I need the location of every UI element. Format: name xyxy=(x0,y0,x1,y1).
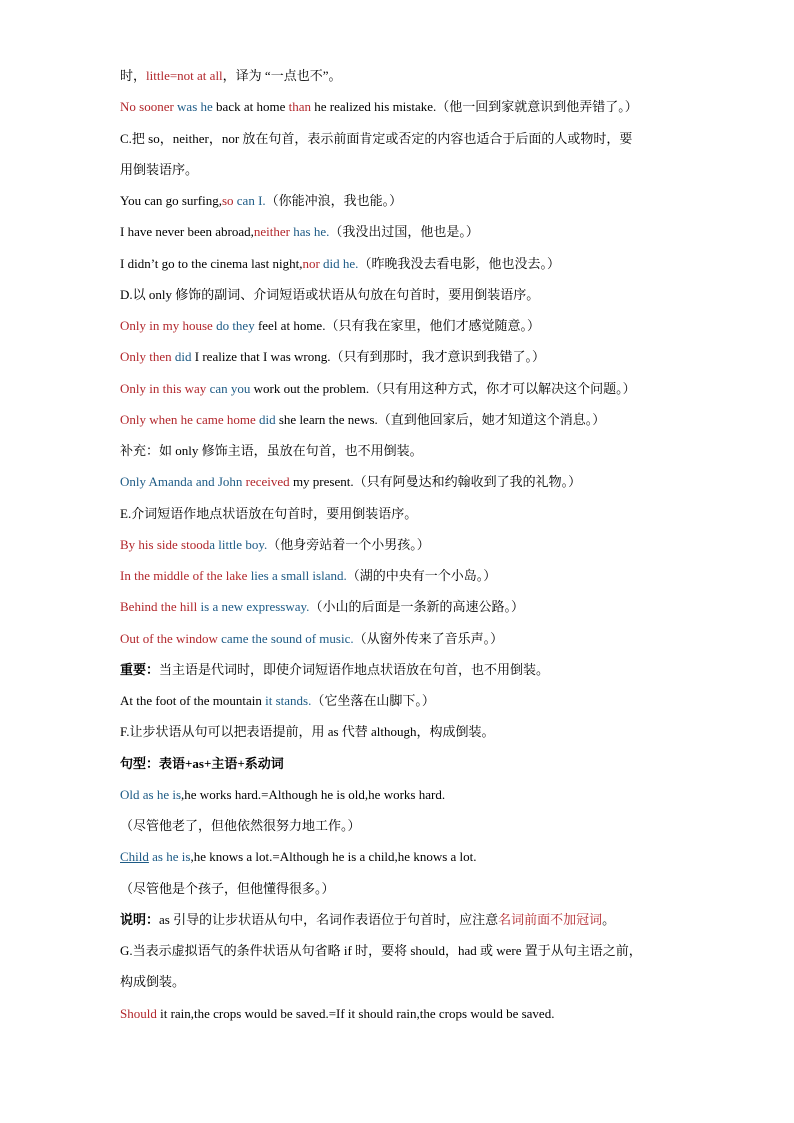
highlight-blue-text: lies a small island. xyxy=(250,568,347,583)
text-line xyxy=(120,341,720,372)
text-line xyxy=(120,748,720,779)
text-line xyxy=(120,373,720,404)
text-segment: （昨晚我没去看电影，他也没去。） xyxy=(358,255,560,271)
text-segment: my present.（只有阿曼达和约翰收到了我的礼物。） xyxy=(289,474,582,490)
highlight-blue-text: did xyxy=(174,349,192,365)
text-line xyxy=(120,404,720,435)
text-line xyxy=(120,966,720,997)
text-line xyxy=(120,185,720,216)
text-line xyxy=(120,841,720,872)
highlight-blue-text: came the sound of music. xyxy=(221,630,354,646)
text-segment: （它坐落在山脚下。） xyxy=(311,693,435,708)
bold-label: 句型：表语+as+主语+系动词 xyxy=(120,755,284,771)
text-segment: 当主语是代词时，即使介词短语作地点状语放在句首，也不用倒装。 xyxy=(159,661,550,677)
text-segment: ,he works hard.=Although he is old,he works hard. xyxy=(181,786,446,802)
highlight-red-text: than xyxy=(288,99,311,115)
highlight-red-text: 名词前面不加冠词 xyxy=(498,911,603,927)
text-line xyxy=(120,654,720,685)
text-segment: You can go surfing, xyxy=(120,193,222,208)
text-segment: （他身旁站着一个小男孩。） xyxy=(267,536,430,552)
highlight-red-text: Only when he came home xyxy=(120,411,259,427)
text-line xyxy=(120,935,720,966)
text-segment: （我没出过国，他也是。） xyxy=(329,224,479,240)
text-segment: it rain,the crops would be saved.=If it should rain,the crops would be saved. xyxy=(156,1005,555,1021)
text-segment: 用倒装语序。 xyxy=(120,161,199,177)
document-body xyxy=(120,60,720,1029)
text-segment: （从窗外传来了音乐声。） xyxy=(353,630,504,646)
highlight-blue-text: can I. xyxy=(233,193,266,208)
highlight-red-text: Only then xyxy=(120,349,175,365)
highlight-red-text: No sooner xyxy=(120,99,178,115)
text-line xyxy=(120,279,720,310)
text-segment: 补充：如 only 修饰主语，虽放在句首，也不用倒装。 xyxy=(120,443,423,458)
text-segment: 构成倒装。 xyxy=(120,974,186,990)
text-segment: D.以 only 修饰的副词、介词短语或状语从句放在句首时，要用倒装语序。 xyxy=(120,286,540,302)
text-line xyxy=(120,154,720,185)
text-segment: F.让步状语从句可以把表语提前，用 as 代替 although，构成倒装。 xyxy=(120,724,495,740)
text-segment: work out the problem.（只有用这种方式，你才可以解决这个问题。） xyxy=(250,380,636,396)
highlight-red-text: In the middle of the lake xyxy=(120,568,251,583)
text-segment: I realize that I was wrong.（只有到那时，我才意识到我错了。） xyxy=(191,349,545,365)
text-line xyxy=(120,998,720,1029)
text-segment: ,he knows a lot.=Although he is a child,he knows a lot. xyxy=(190,849,477,865)
text-line xyxy=(120,248,720,279)
highlight-blue-text: Child xyxy=(120,849,149,865)
highlight-blue-text: has he. xyxy=(290,224,330,240)
text-line xyxy=(120,498,720,529)
text-segment: At the foot of the mountain xyxy=(120,693,266,708)
highlight-red-text: received xyxy=(242,474,290,490)
text-segment: （你能冲浪，我也能。） xyxy=(265,193,403,208)
highlight-blue-text: did xyxy=(258,411,276,427)
text-segment: E.介词短语作地点状语放在句首时，要用倒装语序。 xyxy=(120,505,418,521)
highlight-red-text: Only in my house xyxy=(120,318,217,333)
text-segment: G.当表示虚拟语气的条件状语从句省略 if 时，要将 should，had 或 were 置于从句主语之前， xyxy=(120,943,642,958)
text-line xyxy=(120,591,720,622)
text-segment: （小山的后面是一条新的高速公路。） xyxy=(309,599,524,615)
text-segment: （尽管他老了，但他依然很努力地工作。） xyxy=(120,818,361,833)
bold-label: 说明： xyxy=(120,911,160,927)
highlight-blue-text: can you xyxy=(209,380,251,396)
highlight-red-text: stood xyxy=(181,536,210,552)
highlight-red-text: By his side xyxy=(120,536,182,552)
text-segment: she learn the news.（直到他回家后，她才知道这个消息。） xyxy=(275,411,606,427)
text-line xyxy=(120,716,720,747)
text-line xyxy=(120,873,720,904)
highlight-red-text: Behind the hill xyxy=(120,599,201,615)
text-segment: 。 xyxy=(602,911,616,927)
text-segment: ，译为 “一点也不”。 xyxy=(222,68,342,83)
text-segment: I have never been abroad, xyxy=(120,224,254,240)
text-line xyxy=(120,904,720,935)
highlight-red-text: Only in this way xyxy=(120,380,210,396)
highlight-red-text: nor xyxy=(302,255,320,271)
text-segment: as 引导的让步状语从句中，名词作表语位于句首时，应注意 xyxy=(159,911,499,927)
text-line xyxy=(120,310,720,341)
highlight-blue-text: Only Amanda and John xyxy=(120,474,243,490)
text-line xyxy=(120,623,720,654)
highlight-red-text: so xyxy=(221,193,234,208)
text-segment: back at home xyxy=(212,99,289,115)
highlight-red-text: Should xyxy=(120,1005,157,1021)
text-segment: C.把 so，neither，nor 放在句首，表示前面肯定或否定的内容也适合于后面的人或物时，要 xyxy=(120,130,633,146)
text-line xyxy=(120,91,720,122)
text-line xyxy=(120,216,720,247)
text-line xyxy=(120,466,720,497)
highlight-blue-text: did he. xyxy=(319,255,359,271)
highlight-blue-text: is a new expressway. xyxy=(200,599,310,615)
text-line xyxy=(120,810,720,841)
highlight-blue-text: as he is xyxy=(148,849,191,865)
highlight-red-text: neither xyxy=(253,224,290,240)
text-segment: he realized his mistake.（他一回到家就意识到他弄错了。） xyxy=(311,99,638,115)
text-segment: 时， xyxy=(120,68,147,83)
text-segment: I didn’t go to the cinema last night, xyxy=(120,255,303,271)
text-line xyxy=(120,123,720,154)
text-line xyxy=(120,435,720,466)
text-line xyxy=(120,779,720,810)
bold-label: 重要： xyxy=(120,661,160,677)
highlight-blue-text: Old as he is xyxy=(120,786,182,802)
highlight-blue-text: was he xyxy=(177,99,213,115)
text-segment: feel at home.（只有我在家里，他们才感觉随意。） xyxy=(254,318,540,333)
highlight-blue-text: a little boy. xyxy=(209,536,268,552)
highlight-blue-text: do they xyxy=(216,318,255,333)
text-line xyxy=(120,60,720,91)
text-segment: （尽管他是个孩子，但他懂得很多。） xyxy=(120,880,335,896)
text-line xyxy=(120,529,720,560)
text-line xyxy=(120,685,720,716)
text-line xyxy=(120,560,720,591)
text-segment: （湖的中央有一个小岛。） xyxy=(346,568,497,583)
highlight-red-text: Out of the window xyxy=(120,630,222,646)
highlight-red-text: little=not at all xyxy=(146,68,223,83)
highlight-blue-text: it stands. xyxy=(265,693,312,708)
